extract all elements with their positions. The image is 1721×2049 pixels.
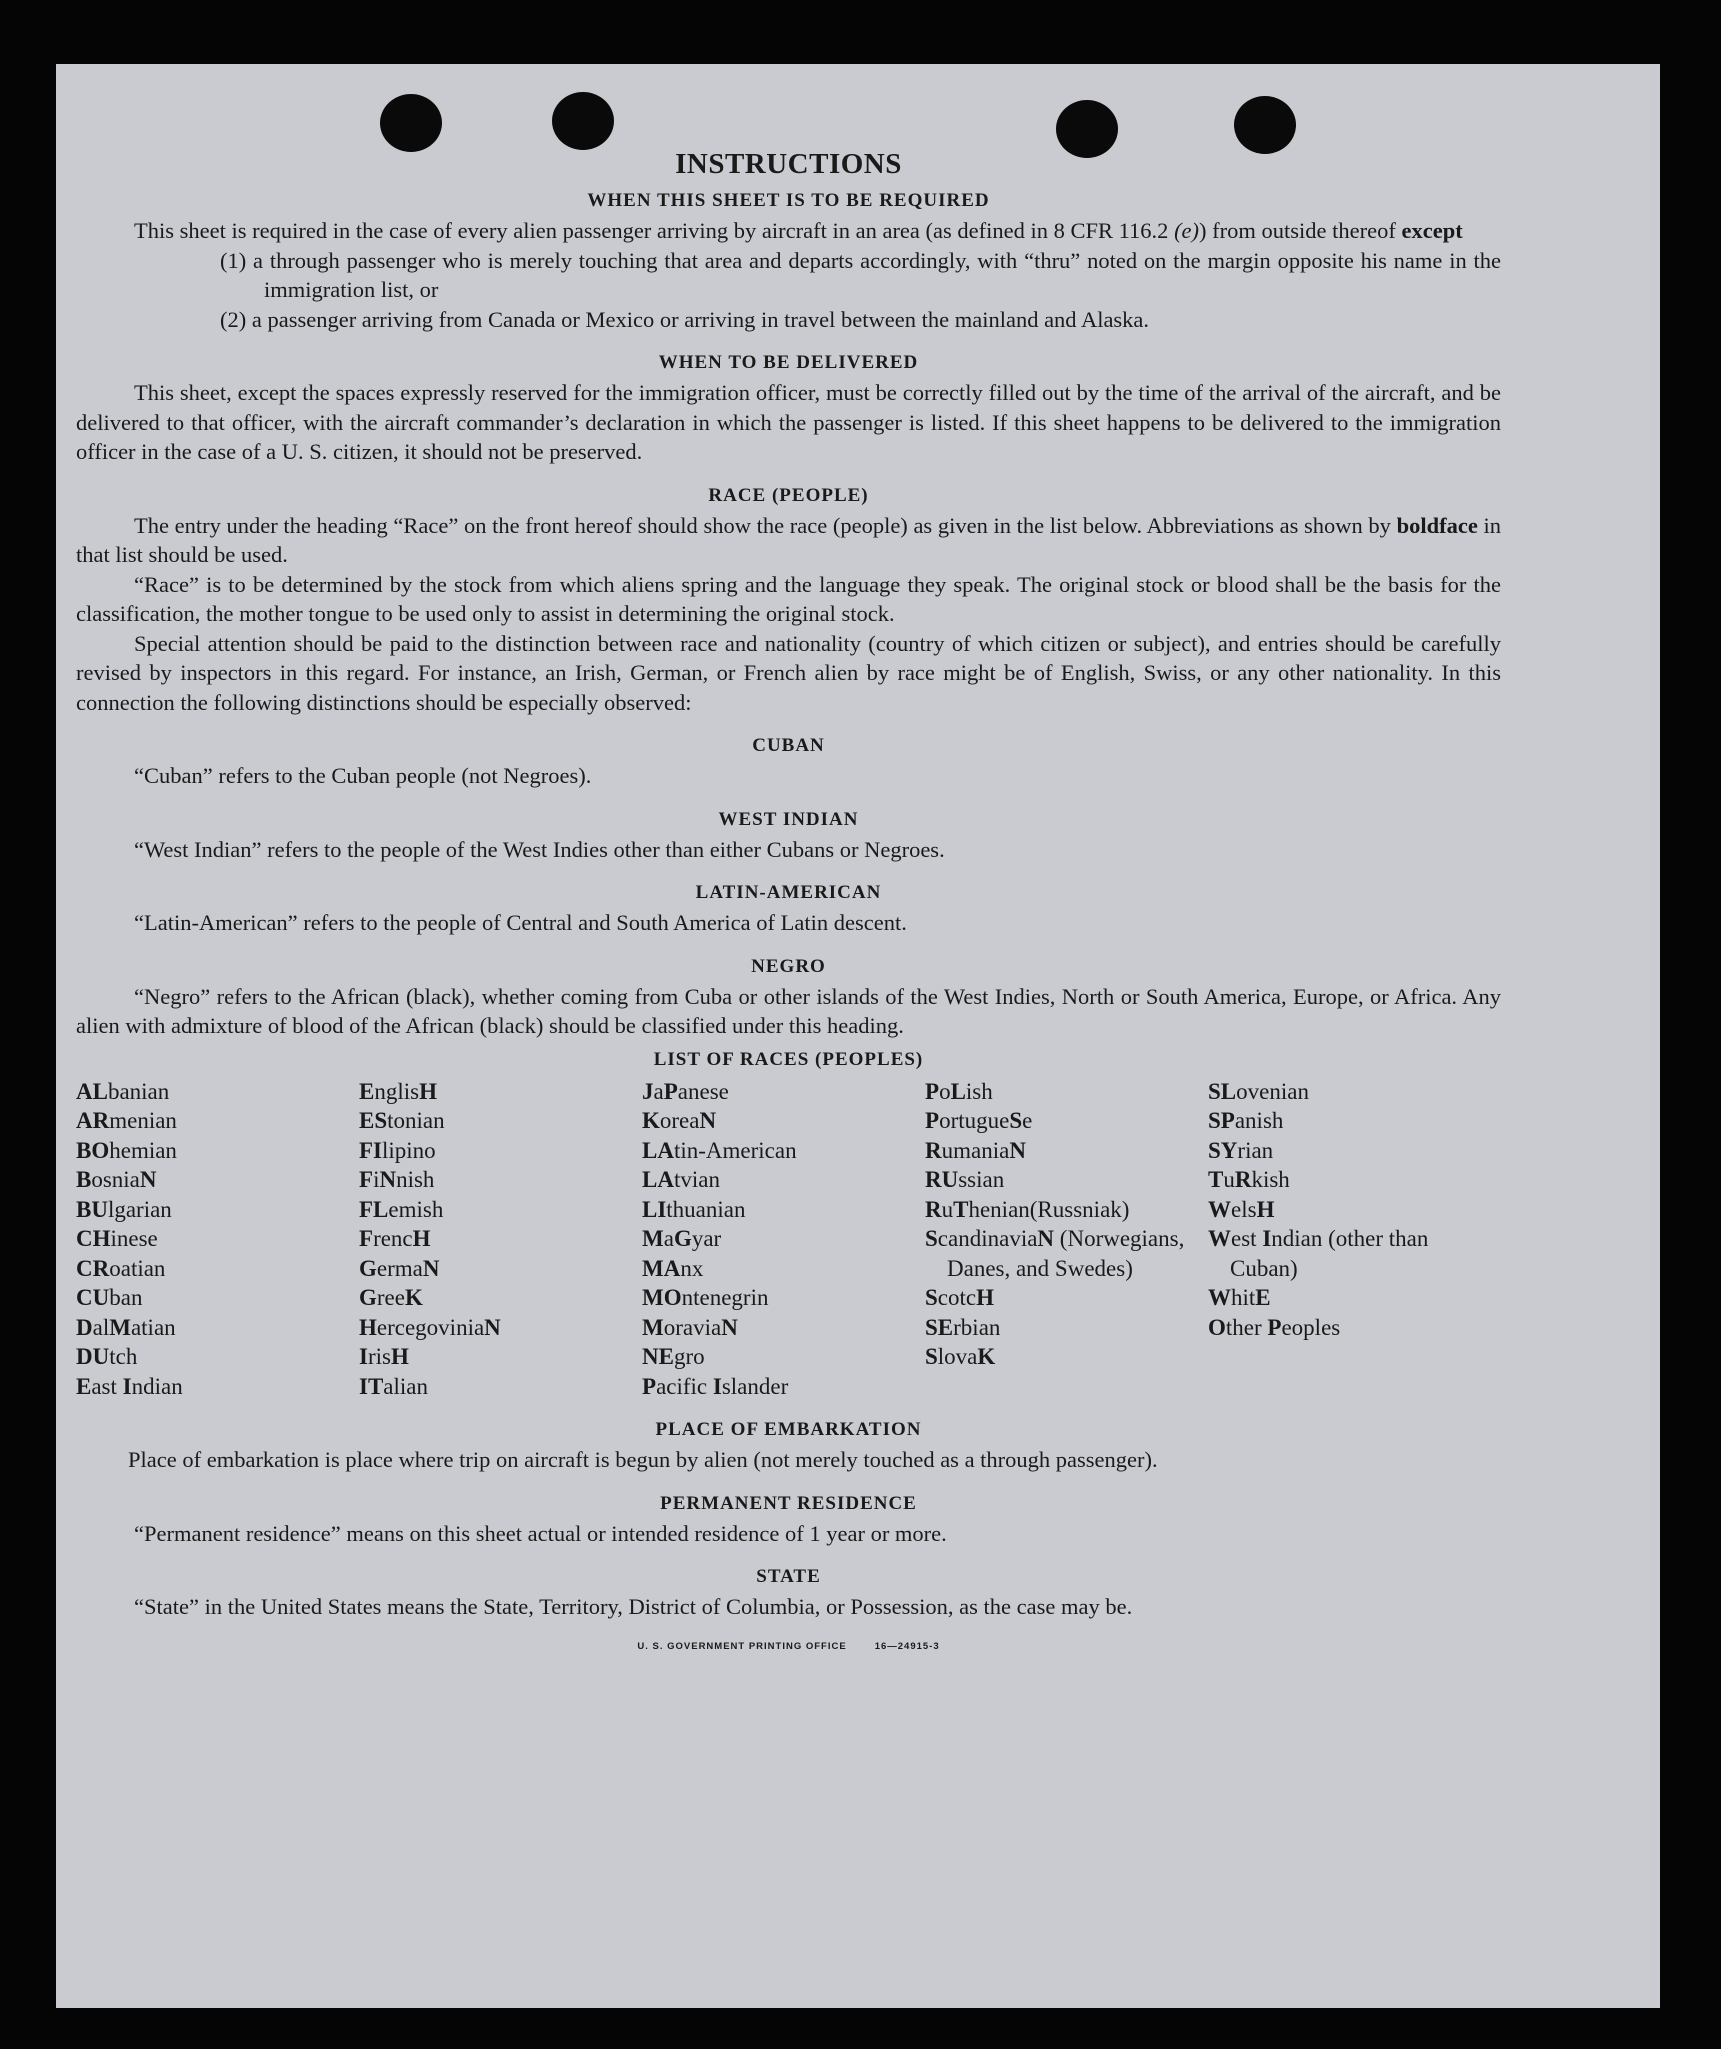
paragraph-when-delivered: This sheet, except the spaces expressly reserved for the immigration officer, must be correctly filled out by the time of the arrival of the aircraft, and be delivered to that officer, with the aircraft commander’s declaration in which the passenger is listed. If this sheet happens to be delivered to the immigration officer in the case of a U. S. citizen, it should not be preserved.	[76, 380, 1501, 464]
race-entry	[76, 1195, 359, 1225]
race-name-part: renc	[373, 1226, 413, 1251]
race-name-part: kish	[1251, 1167, 1290, 1192]
race-name-part: tvian	[673, 1167, 720, 1192]
race-abbreviation: H	[390, 1344, 409, 1369]
race-name-part: eoples	[1281, 1314, 1341, 1340]
race-abbreviation: M	[642, 1226, 664, 1251]
race-name-part: ercegovinia	[376, 1314, 485, 1340]
race-abbreviation: MO	[642, 1285, 682, 1310]
race-abbreviation: E	[359, 1078, 375, 1104]
race-abbreviation: N	[422, 1255, 440, 1281]
race-abbreviation: N	[1009, 1137, 1026, 1163]
race-name-part: osnia	[91, 1167, 140, 1192]
race-abbreviation: M	[109, 1314, 131, 1340]
race-entry	[359, 1136, 642, 1166]
race-entry	[1208, 1195, 1501, 1225]
section-heading-when-required: WHEN THIS SHEET IS TO BE REQUIRED	[587, 190, 990, 211]
race-abbreviation: S	[925, 1344, 938, 1369]
race-entry	[925, 1195, 1208, 1225]
race-abbreviation: I	[122, 1373, 132, 1399]
race-entry	[642, 1195, 925, 1225]
race-abbreviation: LA	[642, 1167, 674, 1192]
race-name-part: henian(Russniak)	[968, 1196, 1130, 1222]
race-name-part: rian	[1237, 1137, 1274, 1163]
race-entry	[925, 1313, 1208, 1343]
race-name-part: o	[939, 1078, 951, 1104]
race-entry	[359, 1372, 642, 1402]
paragraph-embarkation: Place of embarkation is place where trip on aircraft is begun by alien (not merely touched as a through passenger).	[128, 1447, 1158, 1472]
race-name-part: hemian	[109, 1137, 177, 1163]
race-abbreviation: G	[673, 1226, 692, 1251]
race-entry	[1208, 1224, 1501, 1283]
race-abbreviation: E	[76, 1373, 92, 1399]
race-entry	[76, 1372, 359, 1402]
race-name-part: lova	[937, 1344, 978, 1369]
race-abbreviation: B	[76, 1167, 92, 1192]
race-abbreviation: E	[1255, 1285, 1271, 1310]
section-heading-embarkation: PLACE OF EMBARKATION	[655, 1419, 922, 1440]
race-name-part: yar	[691, 1226, 722, 1251]
race-name-part: e	[1022, 1108, 1033, 1133]
race-name-part: cotc	[937, 1285, 977, 1310]
race-abbreviation: BU	[76, 1196, 108, 1222]
race-abbreviation: P	[1267, 1314, 1282, 1340]
race-entry	[642, 1224, 925, 1254]
race-abbreviation: M	[642, 1314, 664, 1340]
paragraph-latin-american: “Latin-American” refers to the people of Central and South America of Latin descent.	[134, 910, 907, 935]
race-abbreviation: S	[925, 1285, 938, 1310]
race-name-part: rbian	[953, 1314, 1001, 1340]
race-entry	[925, 1165, 1208, 1195]
race-name-part: nx	[680, 1255, 704, 1281]
race-abbreviation: G	[359, 1285, 377, 1310]
race-abbreviation: AL	[76, 1078, 108, 1104]
race-name-part: oravia	[663, 1314, 722, 1340]
race-abbreviation: O	[1208, 1314, 1226, 1340]
race-entry	[925, 1224, 1208, 1283]
race-column	[359, 1077, 642, 1402]
section-heading-when-delivered: WHEN TO BE DELIVERED	[658, 352, 919, 373]
race-entry	[642, 1313, 925, 1343]
race-entry	[642, 1136, 925, 1166]
race-entry	[642, 1342, 925, 1372]
race-name-part: i	[373, 1167, 380, 1192]
race-name-part: emish	[388, 1196, 444, 1222]
race-abbreviation: H	[419, 1078, 437, 1104]
race-abbreviation: F	[359, 1226, 374, 1251]
race-abbreviation: SL	[1208, 1078, 1237, 1104]
race-name-part: ther	[1225, 1314, 1268, 1340]
race-entry	[925, 1106, 1208, 1136]
race-name-part: a	[663, 1226, 674, 1251]
race-entry	[925, 1136, 1208, 1166]
race-abbreviation: P	[925, 1108, 940, 1133]
race-entry	[359, 1254, 642, 1284]
race-name-part: banian	[107, 1078, 170, 1104]
race-abbreviation: H	[976, 1285, 994, 1310]
race-abbreviation: LI	[642, 1196, 667, 1222]
race-entry	[76, 1165, 359, 1195]
race-name-part: orea	[659, 1108, 700, 1133]
paragraph-race-2: “Race” is to be determined by the stock from which aliens spring and the language they speak. The original stock or blood shall be the basis for the classification, the mother tongue to be used only to assist in determining the original stock.	[76, 571, 1501, 626]
document-title: INSTRUCTIONS	[675, 148, 902, 180]
race-entry	[925, 1077, 1208, 1107]
race-name-part: al	[92, 1314, 110, 1340]
race-abbreviation: SY	[1208, 1137, 1238, 1163]
race-abbreviation: H	[412, 1226, 431, 1251]
race-name-part: lgarian	[107, 1196, 172, 1222]
race-abbreviation: BO	[76, 1137, 110, 1163]
race-abbreviation: RU	[925, 1167, 959, 1192]
race-abbreviation: I	[359, 1344, 368, 1369]
instruction-sheet	[56, 64, 1660, 2008]
race-name-part: atian	[130, 1314, 176, 1340]
paragraph-negro: “Negro” refers to the African (black), whether coming from Cuba or other islands of the West Indies, North or South America, Europe, or Africa. Any alien with admixture of blood of the African (black) should be classified under this heading.	[76, 983, 1501, 1038]
paragraph-cuban: “Cuban” refers to the Cuban people (not Negroes).	[134, 763, 592, 788]
race-entry	[359, 1077, 642, 1107]
race-name-part: anish	[1234, 1108, 1284, 1133]
race-name-part: nglis	[374, 1078, 420, 1104]
race-name-part: lipino	[382, 1137, 436, 1163]
race-name-part: candinavia	[937, 1226, 1038, 1251]
race-entry	[1208, 1136, 1501, 1166]
punch-hole	[380, 94, 442, 152]
race-name-part: ree	[376, 1285, 405, 1310]
race-entry	[642, 1106, 925, 1136]
race-abbreviation: R	[925, 1196, 942, 1222]
race-name-part: erma	[376, 1255, 423, 1281]
race-abbreviation: AR	[76, 1108, 110, 1133]
race-abbreviation: MA	[642, 1255, 681, 1281]
paragraph-permanent-residence: “Permanent residence” means on this sheet actual or intended residence of 1 year or more.	[134, 1520, 947, 1546]
race-column	[76, 1077, 359, 1402]
race-abbreviation: G	[359, 1255, 377, 1281]
race-name-part: els	[1231, 1196, 1257, 1222]
race-name-part: ndian (other than Cuban)	[1230, 1226, 1429, 1281]
paragraph-state: “State” in the United States means the State, Territory, District of Columbia, or Possession, as the case may be.	[134, 1594, 1133, 1619]
race-abbreviation: I	[1262, 1226, 1272, 1251]
race-abbreviation: S	[1009, 1108, 1023, 1133]
race-abbreviation: P	[925, 1078, 940, 1104]
race-entry	[76, 1283, 359, 1313]
race-entry	[359, 1165, 642, 1195]
section-heading-permanent-residence: PERMANENT RESIDENCE	[660, 1492, 917, 1514]
exception-item-2: (2) a passenger arriving from Canada or Mexico or arriving in travel between the mainland and Alaska.	[220, 306, 1150, 332]
race-entry	[642, 1165, 925, 1195]
race-name-part: tonian	[387, 1108, 445, 1133]
race-name-part: ovenian	[1236, 1078, 1309, 1104]
race-entry	[642, 1283, 925, 1313]
race-abbreviation: K	[977, 1344, 996, 1369]
race-abbreviation: N	[379, 1167, 397, 1192]
race-name-part: a	[653, 1078, 664, 1104]
race-name-part: (Norwegians, Danes, and Swedes)	[947, 1226, 1185, 1281]
race-abbreviation: P	[642, 1373, 657, 1399]
race-abbreviation: N	[721, 1314, 738, 1340]
race-abbreviation: D	[76, 1314, 93, 1340]
race-entry	[1208, 1165, 1501, 1195]
race-list	[76, 1077, 1501, 1402]
race-name-part: slander	[721, 1373, 789, 1399]
printer-footer: U. S. GOVERNMENT PRINTING OFFICE 16—24915-3	[637, 1640, 940, 1652]
race-name-part: ast	[91, 1373, 123, 1399]
race-entry	[642, 1254, 925, 1284]
race-entry	[76, 1342, 359, 1372]
race-name-part: inese	[110, 1226, 158, 1251]
race-entry	[925, 1342, 1208, 1372]
race-name-part: ban	[109, 1285, 143, 1310]
race-name-part: tch	[109, 1344, 138, 1369]
race-name-part: acific	[656, 1373, 713, 1399]
document-body	[76, 146, 1501, 1661]
race-entry	[359, 1342, 642, 1372]
race-name-part: thuanian	[666, 1196, 746, 1222]
race-name-part: ntenegrin	[681, 1285, 769, 1310]
race-entry	[1208, 1106, 1501, 1136]
race-abbreviation: CH	[76, 1226, 111, 1251]
race-abbreviation: DU	[76, 1344, 110, 1369]
race-entry	[76, 1136, 359, 1166]
race-abbreviation: N	[699, 1108, 717, 1133]
race-abbreviation: T	[953, 1196, 969, 1222]
paragraph-when-required: This sheet is required in the case of every alien passenger arriving by aircraft in an area (as defined in 8 CFR 116.2 (e)) from outside thereof except	[134, 218, 1463, 243]
race-entry	[359, 1195, 642, 1225]
race-name-part: nish	[396, 1167, 435, 1192]
race-name-part: u	[1223, 1167, 1235, 1192]
race-abbreviation: N	[139, 1167, 157, 1192]
race-abbreviation: H	[1256, 1196, 1275, 1222]
race-abbreviation: IT	[359, 1373, 384, 1399]
race-abbreviation: S	[925, 1226, 938, 1251]
section-heading-cuban: CUBAN	[752, 735, 825, 756]
race-abbreviation: FI	[359, 1137, 382, 1163]
paragraph-race-1: The entry under the heading “Race” on the front hereof should show the race (people) as given in the list below. Abbreviations as shown by boldface in that list should be used.	[76, 512, 1501, 567]
race-abbreviation: SP	[1208, 1108, 1235, 1133]
race-abbreviation: W	[1208, 1226, 1231, 1251]
race-abbreviation: H	[359, 1314, 377, 1340]
race-column	[642, 1077, 925, 1402]
race-abbreviation: R	[1234, 1167, 1252, 1192]
race-name-part: ortugue	[939, 1108, 1010, 1133]
race-name-part: menian	[109, 1108, 177, 1133]
section-heading-west-indian: WEST INDIAN	[718, 808, 859, 830]
race-abbreviation: W	[1208, 1196, 1231, 1222]
race-abbreviation: N	[1037, 1226, 1055, 1251]
race-abbreviation: SE	[925, 1314, 954, 1340]
race-entry	[359, 1283, 642, 1313]
section-heading-list-of-races: LIST OF RACES (PEOPLES)	[653, 1048, 924, 1070]
race-name-part: est	[1231, 1226, 1263, 1251]
race-entry	[1208, 1313, 1501, 1343]
race-name-part: anese	[677, 1078, 729, 1104]
race-name-part: ish	[965, 1078, 993, 1104]
race-entry	[76, 1254, 359, 1284]
race-abbreviation: LA	[642, 1137, 674, 1163]
race-entry	[359, 1106, 642, 1136]
race-name-part: ssian	[958, 1167, 1005, 1192]
race-entry	[76, 1224, 359, 1254]
race-name-part: oatian	[109, 1255, 166, 1281]
race-entry	[76, 1106, 359, 1136]
race-name-part: gro	[673, 1344, 705, 1369]
paragraph-west-indian: “West Indian” refers to the people of the West Indies other than either Cubans or Negroes.	[134, 836, 945, 862]
race-abbreviation: T	[1208, 1167, 1224, 1192]
race-entry	[359, 1313, 642, 1343]
race-entry	[925, 1283, 1208, 1313]
race-entry	[1208, 1283, 1501, 1313]
race-abbreviation: NE	[642, 1344, 674, 1369]
race-entry	[76, 1313, 359, 1343]
race-column	[1208, 1077, 1501, 1402]
race-abbreviation: ES	[359, 1108, 388, 1133]
race-abbreviation: K	[642, 1108, 660, 1133]
race-name-part: ndian	[131, 1373, 183, 1399]
section-heading-latin-american: LATIN-AMERICAN	[695, 882, 882, 903]
race-abbreviation: CU	[76, 1285, 110, 1310]
race-entry	[642, 1077, 925, 1107]
exception-item-1: (1) a through passenger who is merely touching that area and departs accordingly, with “thru” noted on the margin opposite his name in the immigration list, or	[220, 247, 1501, 302]
race-entry	[642, 1372, 925, 1402]
race-name-part: umania	[941, 1137, 1010, 1163]
race-name-part: hit	[1231, 1285, 1256, 1310]
race-abbreviation: K	[404, 1285, 423, 1310]
race-abbreviation: CR	[76, 1255, 110, 1281]
race-abbreviation: P	[663, 1078, 678, 1104]
race-name-part: tin-American	[673, 1137, 797, 1163]
race-column	[925, 1077, 1208, 1402]
race-abbreviation: W	[1208, 1285, 1231, 1310]
race-name-part: alian	[383, 1373, 428, 1399]
section-heading-race: RACE (PEOPLE)	[708, 484, 869, 506]
race-abbreviation: R	[925, 1137, 942, 1163]
section-heading-negro: NEGRO	[751, 955, 826, 977]
race-name-part: u	[941, 1196, 954, 1222]
race-abbreviation: N	[484, 1314, 501, 1340]
race-entry	[359, 1224, 642, 1254]
race-abbreviation: FL	[359, 1196, 389, 1222]
race-entry	[76, 1077, 359, 1107]
race-entry	[1208, 1077, 1501, 1107]
race-abbreviation: F	[359, 1167, 374, 1192]
punch-hole	[552, 92, 614, 150]
section-heading-state: STATE	[756, 1566, 821, 1587]
race-abbreviation: I	[712, 1373, 722, 1399]
race-abbreviation: J	[642, 1078, 654, 1104]
race-name-part: ris	[367, 1344, 391, 1369]
race-abbreviation: L	[950, 1078, 966, 1104]
paragraph-race-3: Special attention should be paid to the distinction between race and nationality (country of which citizen or subject), and entries should be carefully revised by inspectors in this regard. For instance, an Irish, German, or French alien by race might be of English, Swiss, or any other nationality. In this connection the following distinctions should be especially observed:	[76, 630, 1501, 715]
